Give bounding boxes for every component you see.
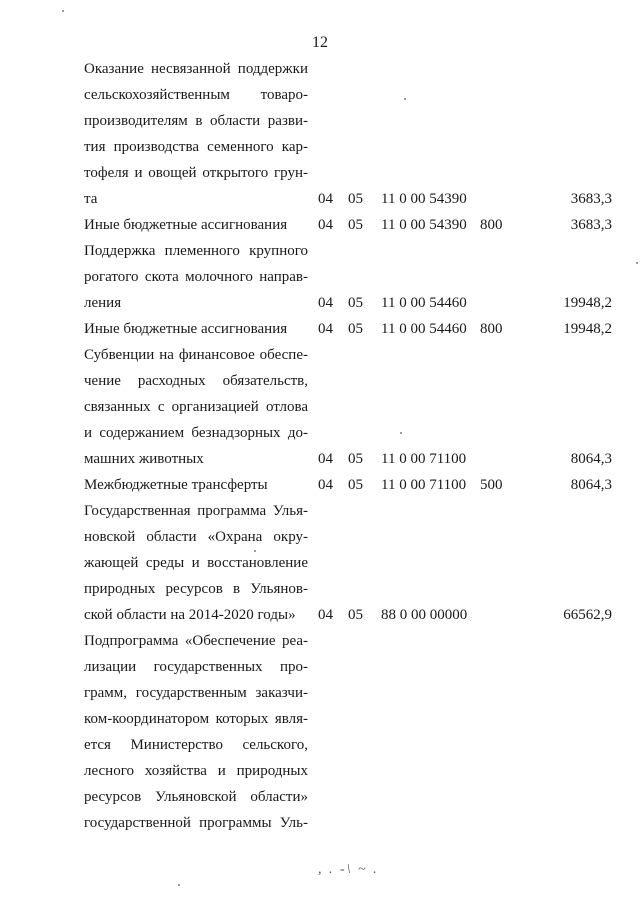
row-description bbox=[84, 316, 308, 342]
target-article-code: 11 0 00 71100 bbox=[381, 477, 467, 493]
scan-speck bbox=[636, 262, 638, 264]
expense-type-code: 800 bbox=[480, 321, 503, 337]
subsection-code: 05 bbox=[348, 321, 363, 337]
description-line: ком-координатором которых явля- bbox=[84, 711, 308, 727]
scan-speck bbox=[404, 98, 406, 100]
description-line: Иные бюджетные ассигнования bbox=[84, 321, 288, 337]
description-line: Субвенции на финансовое обеспе- bbox=[84, 347, 308, 363]
row-description bbox=[84, 212, 308, 238]
description-line: ется Министерство сельского, bbox=[84, 737, 308, 753]
amount: 66562,9 bbox=[563, 607, 612, 623]
subsection-code: 05 bbox=[348, 607, 363, 623]
amount: 8064,3 bbox=[570, 477, 612, 493]
row-description bbox=[84, 238, 308, 316]
subsection-code: 05 bbox=[348, 477, 363, 493]
page-number: 12 bbox=[312, 34, 328, 51]
description-line: Поддержка племенного крупного bbox=[84, 243, 308, 259]
subsection-code: 05 bbox=[348, 451, 363, 467]
row-description bbox=[84, 628, 308, 836]
description-line: и содержанием безнадзорных до- bbox=[84, 425, 308, 441]
description-line: лизации государственных про- bbox=[84, 659, 308, 675]
description-line: новской области «Охрана окру- bbox=[84, 529, 308, 545]
description-line: Подпрограмма «Обеспечение реа- bbox=[84, 633, 308, 649]
row-description bbox=[84, 342, 308, 472]
target-article-code: 11 0 00 54390 bbox=[381, 217, 467, 233]
target-article-code: 11 0 00 71100 bbox=[381, 451, 467, 467]
description-line: Межбюджетные трансферты bbox=[84, 477, 268, 493]
subsection-code: 05 bbox=[348, 191, 363, 207]
scan-speck bbox=[400, 432, 402, 434]
description-line: производителям в области разви- bbox=[84, 113, 308, 129]
section-code: 04 bbox=[318, 295, 333, 311]
section-code: 04 bbox=[318, 321, 333, 337]
target-article-code: 11 0 00 54460 bbox=[381, 295, 467, 311]
description-line: тофеля и овощей открытого грун- bbox=[84, 165, 308, 181]
section-code: 04 bbox=[318, 451, 333, 467]
row-description bbox=[84, 472, 308, 498]
subsection-code: 05 bbox=[348, 217, 363, 233]
section-code: 04 bbox=[318, 191, 333, 207]
row-description bbox=[84, 56, 308, 212]
description-line: машних животных bbox=[84, 451, 204, 467]
amount: 3683,3 bbox=[570, 191, 612, 207]
description-line: сельскохозяйственным товаро- bbox=[84, 87, 308, 103]
expense-type-code: 800 bbox=[480, 217, 503, 233]
subsection-code: 05 bbox=[348, 295, 363, 311]
amount: 19948,2 bbox=[563, 295, 612, 311]
description-line: ресурсов Ульяновской области» bbox=[84, 789, 308, 805]
description-line: ской области на 2014-2020 годы» bbox=[84, 607, 296, 623]
expense-type-code: 500 bbox=[480, 477, 503, 493]
description-line: природных ресурсов в Ульянов- bbox=[84, 581, 308, 597]
section-code: 04 bbox=[318, 217, 333, 233]
description-line: Государственная программа Улья- bbox=[84, 503, 308, 519]
description-line: грамм, государственным заказчи- bbox=[84, 685, 308, 701]
target-article-code: 11 0 00 54390 bbox=[381, 191, 467, 207]
description-line: рогатого скота молочного направ- bbox=[84, 269, 308, 285]
description-line: та bbox=[84, 191, 98, 207]
description-line: связанных с организацией отлова bbox=[84, 399, 308, 415]
description-line: государственной программы Уль- bbox=[84, 815, 308, 831]
amount: 8064,3 bbox=[570, 451, 612, 467]
amount: 3683,3 bbox=[570, 217, 612, 233]
handwritten-mark: , . -\ ~ . bbox=[318, 862, 379, 877]
amount: 19948,2 bbox=[563, 321, 612, 337]
description-line: чение расходных обязательств, bbox=[84, 373, 308, 389]
row-description bbox=[84, 498, 308, 628]
description-line: лесного хозяйства и природных bbox=[84, 763, 308, 779]
scan-speck bbox=[254, 550, 256, 552]
section-code: 04 bbox=[318, 477, 333, 493]
scan-speck bbox=[62, 10, 64, 12]
scan-speck bbox=[178, 884, 180, 886]
target-article-code: 11 0 00 54460 bbox=[381, 321, 467, 337]
description-line: жающей среды и восстановление bbox=[84, 555, 308, 571]
section-code: 04 bbox=[318, 607, 333, 623]
description-line: ления bbox=[84, 295, 122, 311]
description-line: тия производства семенного кар- bbox=[84, 139, 308, 155]
description-line: Оказание несвязанной поддержки bbox=[84, 61, 308, 77]
target-article-code: 88 0 00 00000 bbox=[381, 607, 468, 623]
description-line: Иные бюджетные ассигнования bbox=[84, 217, 288, 233]
